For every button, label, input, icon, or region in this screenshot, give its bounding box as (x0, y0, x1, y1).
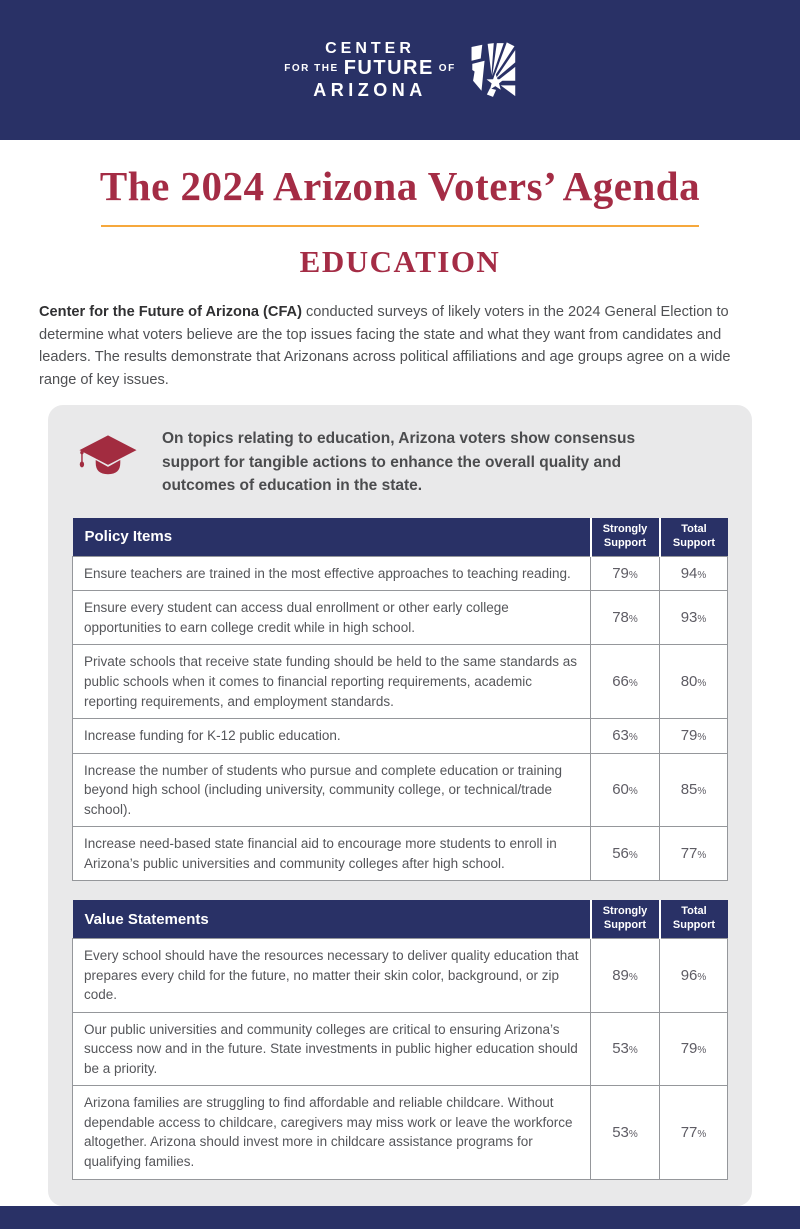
support-percent: 63% (591, 719, 660, 754)
education-callout (72, 425, 728, 499)
row-statement: Increase need-based state financial aid to encourage more students to enroll in Arizona’s public universities and community colleges after high school. (73, 827, 591, 881)
cfa-logo-text (284, 40, 455, 100)
support-percent: 66% (591, 645, 660, 719)
support-percent: 77% (660, 827, 728, 881)
support-percent: 80% (660, 645, 728, 719)
education-panel (48, 405, 752, 1205)
support-percent: 85% (660, 753, 728, 827)
callout-text: On topics relating to education, Arizona voters show consensus support for tangible actions to enhance the overall quality and outcomes of education in the state. (162, 430, 636, 494)
table-row (73, 1012, 728, 1086)
tables (72, 518, 728, 1179)
table-row (73, 1086, 728, 1179)
support-table (72, 518, 728, 881)
intro-paragraph (39, 301, 761, 391)
table-header-row (73, 900, 728, 938)
table-header-row (73, 518, 728, 556)
support-percent: 56% (591, 827, 660, 881)
row-statement: Private schools that receive state funding should be held to the same standards as public schools when it comes to financial reporting requirements, academic reporting requirements, and employment standards. (73, 645, 591, 719)
intro-body: conducted surveys of likely voters in the 2024 General Election to determine what voters believe are the top issues facing the state and what they want from candidates and leaders. The results demonstrate that Arizonans across political affiliations and age groups agree on a wide range of key issues. (39, 304, 731, 388)
support-percent: 78% (591, 591, 660, 645)
page-title: The 2024 Arizona Voters’ Agenda (99, 163, 701, 209)
column-total-support: Total Support (660, 518, 728, 556)
support-percent: 89% (591, 938, 660, 1012)
support-percent: 94% (660, 556, 728, 591)
table-row (73, 645, 728, 719)
support-percent: 53% (591, 1086, 660, 1179)
support-percent: 79% (591, 556, 660, 591)
logo-line-arizona: ARIZONA (313, 79, 427, 100)
row-statement: Every school should have the resources necessary to deliver quality education that prepares every child for the future, no matter their skin color, background, or zip code. (73, 938, 591, 1012)
cfa-logo (284, 39, 515, 101)
table-row (73, 753, 728, 827)
support-percent: 77% (660, 1086, 728, 1179)
support-percent: 93% (660, 591, 728, 645)
row-statement: Arizona families are struggling to find affordable and reliable childcare. Without dependable access to childcare, caregivers may miss work or leave the workforce altogether. Arizona should invest more in childcare assistance programs for qualifying families. (73, 1086, 591, 1179)
row-statement: Our public universities and community colleges are critical to ensuring Arizona’s success now and in the future. State investments in public higher education should be a priority. (73, 1012, 591, 1086)
logo-line-future: FOR THE FUTURE OF (284, 57, 456, 80)
logo-line-center: CENTER (325, 39, 415, 57)
row-statement: Increase the number of students who pursue and complete education or training beyond high school (including university, community college, or technical/trade school). (73, 753, 591, 827)
row-statement: Ensure every student can access dual enrollment or other early college opportunities to earn college credit while in high school. (73, 591, 591, 645)
table-title: Policy Items (73, 518, 591, 556)
table-row (73, 938, 728, 1012)
row-statement: Ensure teachers are trained in the most effective approaches to teaching reading. (73, 556, 591, 591)
intro-bold-lead: Center for the Future of Arizona (CFA) (39, 304, 302, 320)
support-percent: 60% (591, 753, 660, 827)
column-strongly-support: Strongly Support (591, 518, 660, 556)
column-total-support: Total Support (660, 900, 728, 938)
table-row (73, 719, 728, 754)
section-title: EDUCATION (299, 244, 501, 279)
support-percent: 96% (660, 938, 728, 1012)
arizona-sunburst-icon (470, 39, 516, 101)
table-row (73, 827, 728, 881)
top-banner (0, 0, 800, 140)
support-table (72, 900, 728, 1179)
support-percent: 79% (660, 719, 728, 754)
footer-bar (0, 1206, 800, 1229)
table-title: Value Statements (73, 900, 591, 938)
table-row (73, 591, 728, 645)
row-statement: Increase funding for K-12 public education. (73, 719, 591, 754)
graduation-cap-icon (78, 432, 138, 482)
support-percent: 53% (591, 1012, 660, 1086)
table-row (73, 556, 728, 591)
column-strongly-support: Strongly Support (591, 900, 660, 938)
support-percent: 79% (660, 1012, 728, 1086)
gold-divider-line (101, 225, 699, 227)
